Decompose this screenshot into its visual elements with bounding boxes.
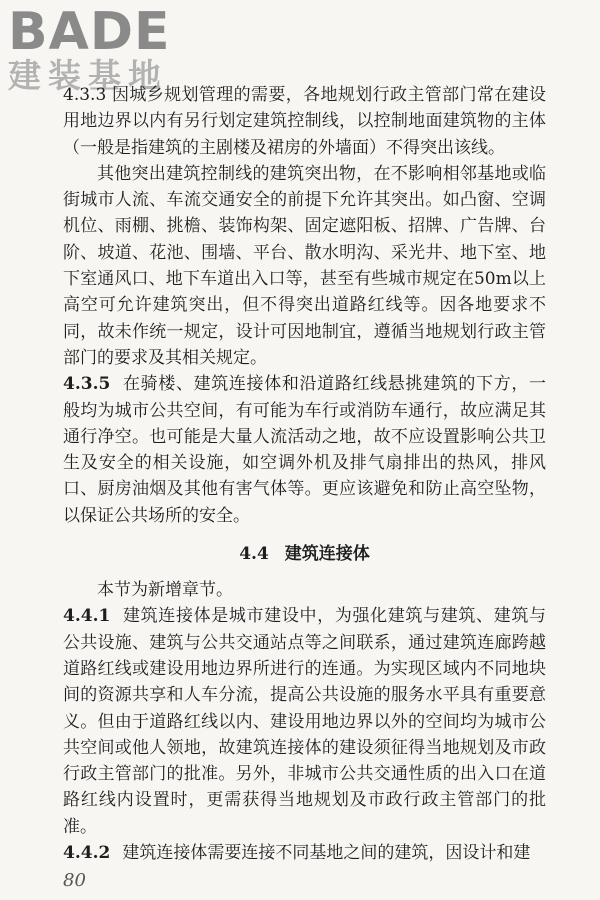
section-title: 建筑连接体 <box>284 544 370 565</box>
document-body <box>63 82 546 866</box>
clause-number: 4.3.5 <box>63 374 111 395</box>
clause-text: 建筑连接体是城市建设中，为强化建筑与建筑、建筑与公共设施、建筑与公共交通站点等之间联系，通过建筑连廊跨越道路红线或建设用地边界所进行的连通。为实现区域内不同地块间的资源共享和人车分流，提高公共设施的服务水平具有重要意义。但由于道路红线以内、建设用地边界以外的空间均为城市公共空间或他人领地，故建筑连接体的建设须征得当地规划及市政行政主管部门的批准。另外，非城市公共交通性质的出入口在道路红线内设置时，更需获得当地规划及市政行政主管部门的批准。 <box>63 606 546 837</box>
section-number: 4.4 <box>239 544 269 565</box>
section-heading <box>63 541 546 567</box>
logo-wordmark: BADE <box>8 2 171 62</box>
clause-4-3-3: 4.3.3 因城乡规划管理的需要，各地规划行政主管部门常在建设用地边界以内有另行划定建筑控制线，以控制地面建筑物的主体（一般是指建筑的主剧楼及裙房的外墙面）不得突出该线。 <box>63 85 546 158</box>
clause-number: 4.4.1 <box>63 606 111 627</box>
clause-text: 建筑连接体需要连接不同基地之间的建筑，因设计和建 <box>122 843 531 864</box>
clause-4-4-1 <box>63 603 546 840</box>
section-intro: 本节为新增章节。 <box>97 580 233 601</box>
clause-4-4-2 <box>63 840 546 866</box>
page-number: 80 <box>63 870 86 891</box>
clause-4-3-5 <box>63 371 546 529</box>
logo-subtitle: 建装基地 <box>8 56 168 95</box>
clause-4-3-3-continued: 其他突出建筑控制线的建筑突出物，在不影响相邻基地或临街城市人流、车流交通安全的前提下允许其突出。如凸窗、空调机位、雨棚、挑檐、装饰构架、固定遮阳板、招牌、广告牌、台阶、坡道、花池、围墙、平台、散水明沟、采光井、地下室、地下室通风口、地下车道出入口等，甚至有些城市规定在50m以上高空可允许建筑突出，但不得突出道路红线等。因各地要求不同，故未作统一规定，设计可因地制宜，遵循当地规划行政主管部门的要求及其相关规定。 <box>63 163 546 368</box>
clause-number: 4.4.2 <box>63 843 111 864</box>
clause-text: 在骑楼、建筑连接体和沿道路红线悬挑建筑的下方，一般均为城市公共空间，有可能为车行或消防车通行，故应满足其通行净空。也可能是大量人流活动之地，故不应设置影响公共卫生及安全的相关设施，如空调外机及排气扇排出的热风，排风口、厨房油烟及其他有害气体等。更应该避免和防止高空坠物，以保证公共场所的安全。 <box>63 374 546 526</box>
